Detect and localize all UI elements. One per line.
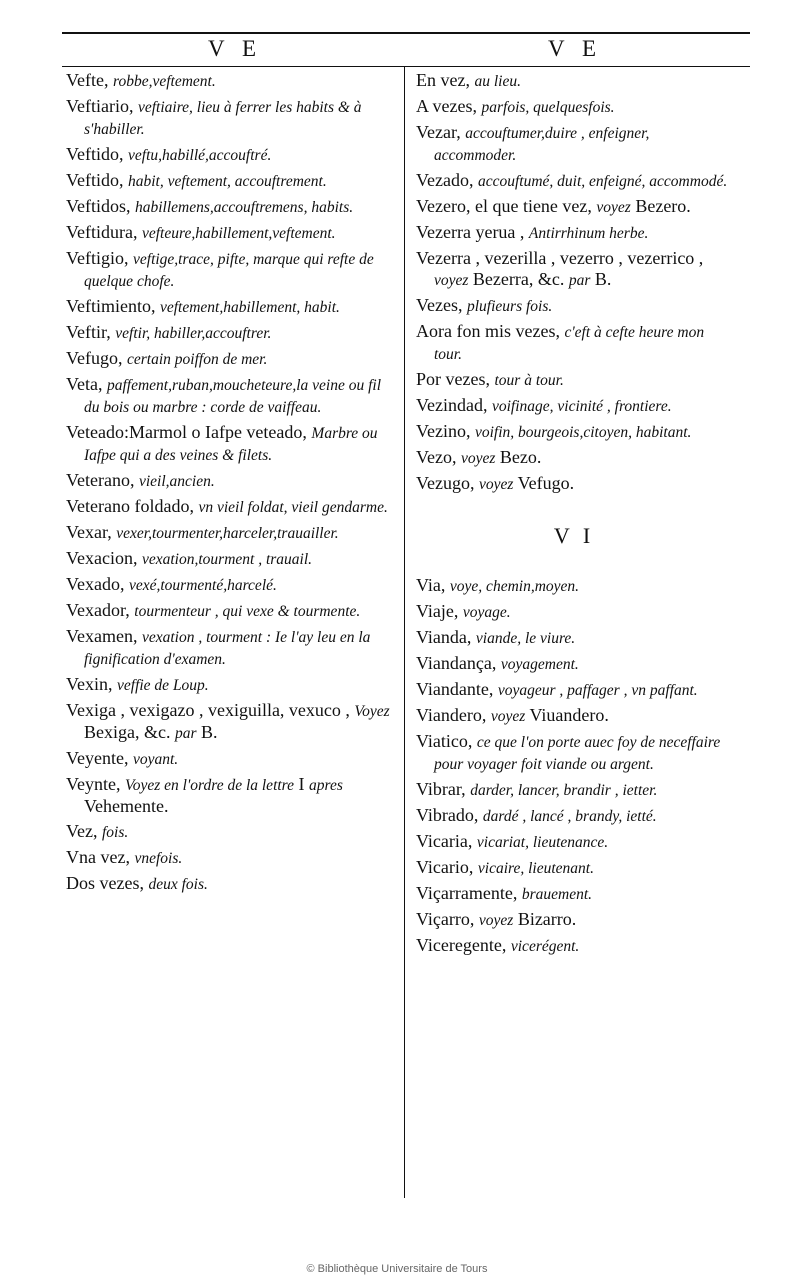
entry-headword: Bizarro. — [517, 909, 577, 929]
entry-gloss: ce que l'on porte auec foy de neceffaire pour voyager foit viande ou argent. — [434, 734, 721, 773]
entry-gloss: vn vieil foldat, vieil gendarme. — [198, 499, 388, 516]
entry-gloss: veftiaire, lieu à ferrer les habits & à s'habiller. — [84, 99, 362, 138]
dictionary-entry — [66, 548, 390, 570]
entry-headword: Vezo, — [416, 447, 457, 467]
dictionary-entry — [416, 679, 732, 701]
dictionary-entry — [66, 374, 390, 418]
copyright-footer: © Bibliothèque Universitaire de Tours — [306, 1263, 488, 1275]
entry-gloss: vicerégent. — [510, 938, 580, 955]
entry-headword: Vehemente. — [84, 796, 169, 816]
dictionary-entry — [416, 421, 732, 443]
entry-gloss: certain poiffon de mer. — [127, 351, 268, 368]
entry-gloss: apres — [309, 777, 343, 794]
entry-headword: Veftiario, — [66, 96, 134, 116]
entry-gloss: par — [174, 725, 197, 742]
entry-gloss: Voyez en l'ordre de la lettre — [124, 777, 295, 794]
entry-headword: Vefugo, — [66, 348, 123, 368]
entry-headword: Vezar, — [416, 122, 461, 142]
entry-gloss: plufieurs fois. — [466, 298, 553, 315]
dictionary-entry — [66, 296, 390, 318]
entry-gloss: tour à tour. — [494, 372, 564, 389]
entry-headword: Vna vez, — [66, 847, 130, 867]
entry-gloss: fois. — [101, 824, 129, 841]
entry-headword: Veftidura, — [66, 222, 138, 242]
entry-headword: B. — [594, 269, 612, 289]
dictionary-entry — [66, 700, 390, 744]
entry-headword: Veteado:Marmol o Iafpe veteado, — [66, 422, 307, 442]
entry-gloss: voyez — [596, 199, 631, 216]
dictionary-entry — [66, 847, 390, 869]
entry-gloss: voyageur , paffager , vn paffant. — [497, 682, 698, 699]
entry-headword: Veftido, — [66, 170, 124, 190]
entry-headword: Vezugo, — [416, 473, 475, 493]
dictionary-entry — [416, 575, 732, 597]
entry-headword: Por vezes, — [416, 369, 490, 389]
entry-gloss: voyant. — [132, 751, 179, 768]
dictionary-entry — [66, 574, 390, 596]
entry-gloss: voyez — [434, 272, 469, 289]
entry-gloss: parfois, quelquesfois. — [481, 99, 615, 116]
entry-headword: Vez, — [66, 821, 98, 841]
dictionary-entry — [416, 653, 732, 675]
dictionary-entry — [416, 909, 732, 931]
entry-headword: Vicaria, — [416, 831, 473, 851]
entry-headword: Vefugo. — [517, 473, 575, 493]
entry-headword: Vexiga , vexigazo , vexiguilla, vexuco , — [66, 700, 350, 720]
entry-gloss: c'eft à cefte heure mon tour. — [434, 324, 705, 363]
entry-headword: Vexador, — [66, 600, 130, 620]
entry-gloss: veffie de Loup. — [117, 677, 209, 694]
entry-gloss: paffement,ruban,moucheteure,la veine ou fil du bois ou marbre : corde de vaiffeau. — [84, 377, 382, 416]
entry-headword: En vez, — [416, 70, 470, 90]
entry-headword: I — [298, 774, 305, 794]
dictionary-entry — [66, 626, 390, 670]
section-heading-vi: V I — [553, 523, 595, 548]
entry-headword: Viandança, — [416, 653, 497, 673]
entry-gloss: vexation,tourment , trauail. — [141, 551, 313, 568]
dictionary-entry — [66, 322, 390, 344]
entry-gloss: Antirrhinum herbe. — [528, 225, 649, 242]
entry-headword: Viatico, — [416, 731, 473, 751]
entry-headword: Viceregente, — [416, 935, 507, 955]
entry-gloss: brauement. — [521, 886, 593, 903]
entry-gloss: voye, chemin,moyen. — [449, 578, 580, 595]
dictionary-entry — [416, 395, 732, 417]
entry-gloss: habillemens,accouftremens, habits. — [135, 199, 354, 216]
entry-headword: Vexado, — [66, 574, 125, 594]
header-rule — [62, 66, 750, 67]
entry-headword: Viuandero. — [529, 705, 609, 725]
entry-gloss: vieil,ancien. — [138, 473, 215, 490]
entry-gloss: tourmenteur , qui vexe & tourmente. — [134, 603, 361, 620]
entry-headword: Veterano, — [66, 470, 135, 490]
entry-gloss: veftu,habillé,accouftré. — [128, 147, 272, 164]
entry-headword: Viandante, — [416, 679, 494, 699]
dictionary-entry — [416, 857, 732, 879]
entry-headword: Dos vezes, — [66, 873, 144, 893]
dictionary-entry — [416, 883, 732, 905]
entry-gloss: vefteure,habillement,veftement. — [141, 225, 336, 242]
entry-headword: Vezerra , vezerilla , vezerro , vezerrico , — [416, 248, 704, 268]
entry-gloss: deux fois. — [148, 876, 208, 893]
entry-gloss: veftige,trace, pifte, marque qui refte de quelque chofe. — [84, 251, 374, 290]
entry-headword: Vezero, el que tiene vez, — [416, 196, 592, 216]
entry-headword: Veftidos, — [66, 196, 131, 216]
entry-gloss: robbe,veftement. — [112, 73, 216, 90]
entry-headword: Vexin, — [66, 674, 113, 694]
entry-headword: Vezerra yerua , — [416, 222, 525, 242]
dictionary-entry — [66, 873, 390, 895]
entry-gloss: voifin, bourgeois,citoyen, habitant. — [474, 424, 692, 441]
entry-headword: Vexamen, — [66, 626, 138, 646]
dictionary-entry — [416, 295, 732, 317]
dictionary-entry — [416, 935, 732, 957]
dictionary-entry — [416, 627, 732, 649]
entry-headword: Vexar, — [66, 522, 112, 542]
entry-headword: Bexiga, &c. — [84, 722, 171, 742]
entry-gloss: par — [568, 272, 591, 289]
dictionary-entry — [416, 831, 732, 853]
entry-headword: Vezindad, — [416, 395, 488, 415]
running-head-right: V E — [548, 36, 602, 61]
entry-gloss: voyez — [490, 708, 526, 725]
entry-gloss: accouftumer,duire , enfeigner, accommoder. — [434, 125, 650, 164]
entry-headword: Veftido, — [66, 144, 124, 164]
entry-gloss: vnefois. — [134, 850, 183, 867]
entry-headword: Aora fon mis vezes, — [416, 321, 560, 341]
entry-headword: Veftir, — [66, 322, 111, 342]
left-column — [66, 70, 390, 899]
entry-gloss: viande, le viure. — [475, 630, 576, 647]
entry-headword: Vibrado, — [416, 805, 479, 825]
dictionary-entry — [66, 144, 390, 166]
entry-gloss: Marbre ou Iafpe qui a des veines & filets. — [84, 425, 378, 464]
dictionary-entry — [416, 122, 732, 166]
entry-gloss: darder, lancer, brandir , ietter. — [470, 782, 658, 799]
dictionary-entry — [416, 705, 732, 727]
dictionary-entry — [416, 196, 732, 218]
entry-headword: Bezo. — [499, 447, 542, 467]
entry-headword: Bezerra, &c. — [472, 269, 565, 289]
entry-headword: Viçarramente, — [416, 883, 518, 903]
dictionary-entry — [66, 496, 390, 518]
dictionary-entry — [416, 248, 732, 291]
dictionary-entry — [66, 748, 390, 770]
entry-headword: Viçarro, — [416, 909, 475, 929]
entry-gloss: Voyez — [354, 703, 390, 720]
dictionary-entry — [416, 601, 732, 623]
entry-headword: A vezes, — [416, 96, 477, 116]
entry-headword: Veynte, — [66, 774, 121, 794]
dictionary-entry — [416, 70, 732, 92]
entry-headword: B. — [201, 722, 218, 742]
entry-headword: Vezado, — [416, 170, 474, 190]
entry-headword: Vianda, — [416, 627, 472, 647]
right-column — [416, 70, 732, 961]
entry-gloss: voyagement. — [500, 656, 579, 673]
entry-gloss: voyez — [478, 912, 514, 929]
dictionary-entry — [66, 348, 390, 370]
entry-headword: Veftimiento, — [66, 296, 156, 316]
entry-headword: Viandero, — [416, 705, 487, 725]
entry-headword: Vezes, — [416, 295, 463, 315]
dictionary-entry — [416, 96, 732, 118]
entry-gloss: veftement,habillement, habit. — [159, 299, 340, 316]
dictionary-entry — [416, 369, 732, 391]
dictionary-entry — [416, 321, 732, 365]
entry-gloss: vexer,tourmenter,harceler,trauailler. — [116, 525, 339, 542]
dictionary-entry — [66, 196, 390, 218]
entry-gloss: accouftumé, duit, enfeigné, accommodé. — [477, 173, 728, 190]
entry-headword: Veyente, — [66, 748, 129, 768]
dictionary-entry — [66, 248, 390, 292]
dictionary-entry — [66, 170, 390, 192]
entry-gloss: vicaire, lieutenant. — [477, 860, 594, 877]
entry-gloss: vexation , tourment : Ie l'ay leu en la fignification d'examen. — [84, 629, 371, 668]
entry-gloss: voifinage, vicinité , frontiere. — [491, 398, 672, 415]
entry-headword: Veterano foldado, — [66, 496, 194, 516]
entry-gloss: vexé,tourmenté,harcelé. — [128, 577, 277, 594]
dictionary-entry — [66, 96, 390, 140]
entry-gloss: voyage. — [462, 604, 511, 621]
entry-gloss: au lieu. — [474, 73, 521, 90]
entry-headword: Veta, — [66, 374, 103, 394]
dictionary-entry — [66, 422, 390, 466]
entry-headword: Vefte, — [66, 70, 109, 90]
entry-gloss: voyez — [460, 450, 496, 467]
entry-headword: Vezino, — [416, 421, 471, 441]
dictionary-entry — [416, 805, 732, 827]
entry-headword: Vibrar, — [416, 779, 466, 799]
entry-headword: Via, — [416, 575, 446, 595]
dictionary-entry — [66, 222, 390, 244]
dictionary-entry — [66, 70, 390, 92]
entry-headword: Vexacion, — [66, 548, 138, 568]
entry-headword: Veftigio, — [66, 248, 129, 268]
dictionary-entry — [66, 674, 390, 696]
entry-gloss: dardé , lancé , brandy, ietté. — [482, 808, 657, 825]
top-rule — [62, 32, 750, 34]
dictionary-entry — [416, 779, 732, 801]
dictionary-entry — [66, 470, 390, 492]
entry-headword: Viaje, — [416, 601, 459, 621]
entry-gloss: vicariat, lieutenance. — [476, 834, 609, 851]
dictionary-entry — [416, 473, 732, 495]
dictionary-entry — [66, 600, 390, 622]
dictionary-entry — [66, 522, 390, 544]
entry-gloss: veftir, habiller,accouftrer. — [115, 325, 272, 342]
entry-headword: Bezero. — [635, 196, 691, 216]
column-divider — [404, 66, 405, 1198]
entry-gloss: habit, veftement, accouftrement. — [128, 173, 327, 190]
dictionary-entry — [66, 821, 390, 843]
dictionary-entry — [416, 222, 732, 244]
entry-gloss: voyez — [478, 476, 514, 493]
dictionary-entry — [416, 731, 732, 775]
dictionary-entry — [66, 774, 390, 817]
entry-headword: Vicario, — [416, 857, 474, 877]
dictionary-entry — [416, 447, 732, 469]
dictionary-entry — [416, 170, 732, 192]
running-head-left: V E — [208, 36, 262, 61]
